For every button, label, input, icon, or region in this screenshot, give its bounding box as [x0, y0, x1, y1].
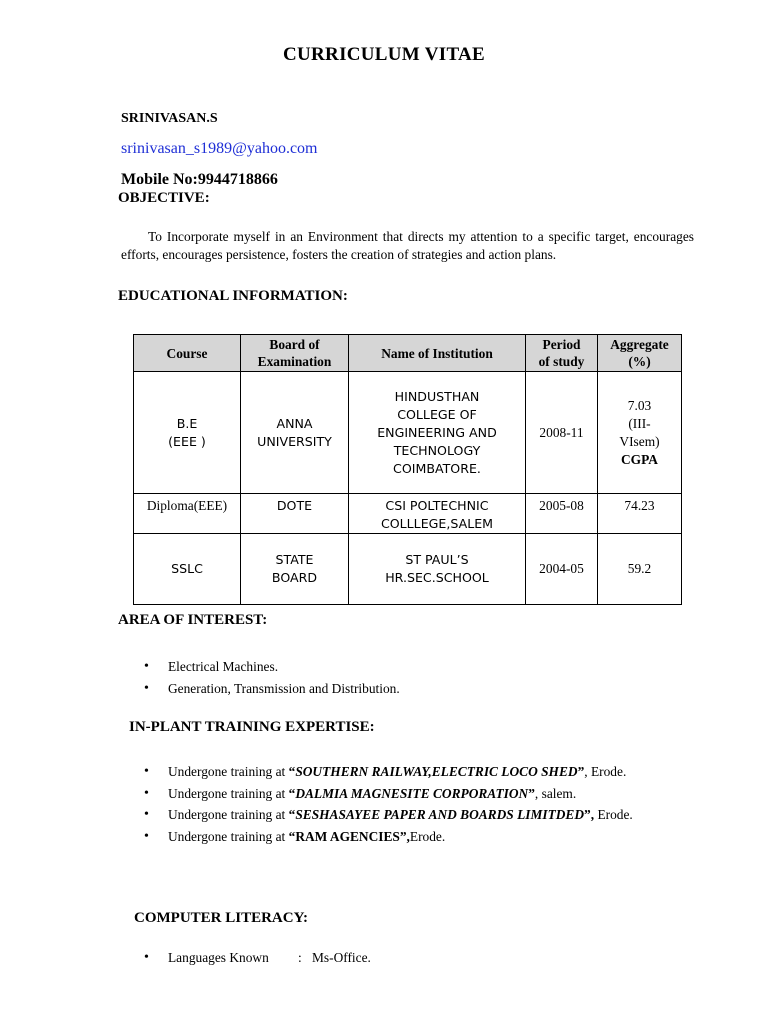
aggregate-line3: VIsem)	[619, 433, 660, 449]
institution-line5: COIMBATORE.	[393, 460, 481, 476]
header-board-line1: Board of	[269, 337, 320, 352]
header-aggregate-line1: Aggregate	[610, 337, 669, 352]
header-institution: Name of Institution	[349, 335, 526, 372]
cell-institution	[349, 372, 526, 494]
cell-aggregate: 59.2	[598, 534, 682, 605]
board-line2: BOARD	[271, 570, 318, 585]
header-period	[526, 335, 598, 372]
training-org: SESHASAYEE PAPER AND BOARDS LIMITDED	[295, 807, 585, 822]
quote-close: ”,	[399, 828, 410, 844]
institution-line2: COLLLEGE,SALEM	[380, 516, 494, 531]
list-item: • Electrical Machines.	[121, 656, 694, 678]
email-link[interactable]: srinivasan_s1989@yahoo.com	[121, 140, 318, 157]
list-item	[121, 761, 694, 783]
candidate-name: SRINIVASAN.S	[121, 111, 218, 126]
page-title: CURRICULUM VITAE	[282, 44, 486, 65]
training-prefix: Undergone training at	[168, 807, 289, 822]
course-line1: B.E	[176, 415, 198, 431]
cell-board	[241, 534, 349, 605]
education-table	[133, 334, 682, 605]
institution-line3: ENGINEERING AND	[377, 424, 497, 440]
cell-course: SSLC	[134, 534, 241, 605]
aggregate-line4: CGPA	[621, 451, 658, 467]
table-row	[134, 494, 682, 534]
cell-course	[134, 372, 241, 494]
table-row	[134, 534, 682, 605]
cell-board	[241, 372, 349, 494]
languages-label: Languages Known	[168, 950, 269, 965]
training-prefix: Undergone training at	[168, 785, 289, 801]
training-heading: IN-PLANT TRAINING EXPERTISE:	[129, 719, 375, 735]
cell-institution	[349, 534, 526, 605]
computer-heading: COMPUTER LITERACY:	[134, 910, 309, 926]
interest-heading: AREA OF INTEREST:	[118, 612, 268, 628]
institution-line2: COLLEGE OF	[397, 406, 477, 422]
training-location: Erode.	[409, 828, 446, 844]
languages-value: Ms-Office.	[312, 950, 371, 965]
header-period-line2: of study	[538, 354, 585, 369]
cell-period: 2008-11	[526, 372, 598, 494]
table-row	[134, 372, 682, 494]
computer-list	[121, 947, 694, 969]
institution-line1: HINDUSTHAN	[394, 388, 480, 404]
header-board	[241, 335, 349, 372]
objective-text: To Incorporate myself in an Environment that directs my attention to a specific target, encourages efforts, encourages persistence, fosters the creation of strategies and action plans.	[121, 229, 694, 262]
cell-course: Diploma(EEE)	[134, 494, 241, 534]
quote-close: ”	[528, 785, 535, 801]
list-item	[121, 947, 694, 969]
quote-open: “	[288, 764, 296, 779]
training-location: Erode.	[594, 807, 633, 822]
list-item	[121, 804, 694, 826]
cell-institution	[349, 494, 526, 534]
training-org: DALMIA MAGNESITE CORPORATION	[295, 785, 529, 801]
quote-open: “	[288, 785, 296, 801]
training-list	[121, 761, 694, 847]
course-line2: (EEE )	[168, 433, 206, 449]
board-line2: UNIVERSITY	[257, 433, 332, 449]
training-location: , salem.	[534, 785, 577, 801]
training-location: , Erode.	[584, 764, 627, 779]
table-header-row	[134, 335, 682, 372]
objective-heading: OBJECTIVE:	[118, 190, 210, 206]
education-heading: EDUCATIONAL INFORMATION:	[118, 288, 348, 304]
header-aggregate	[598, 335, 682, 372]
mobile-number: Mobile No:9944718866	[121, 171, 278, 188]
languages-separator: :	[298, 950, 302, 965]
institution-line1: CSI POLTECHNIC	[385, 498, 489, 513]
header-period-line1: Period	[542, 337, 581, 352]
header-aggregate-line2: (%)	[628, 354, 651, 369]
cell-board: DOTE	[241, 494, 349, 534]
quote-close: ”	[577, 764, 585, 779]
list-item	[121, 783, 694, 805]
training-prefix: Undergone training at	[168, 764, 289, 779]
training-org: SOUTHERN RAILWAY,ELECTRIC LOCO SHED	[295, 764, 578, 779]
training-prefix: Undergone training at	[168, 828, 289, 844]
cell-aggregate: 74.23	[598, 494, 682, 534]
interest-list	[121, 656, 694, 699]
cell-period: 2005-08	[526, 494, 598, 534]
header-board-line2: Examination	[257, 354, 332, 369]
aggregate-line1: 7.03	[627, 397, 652, 413]
quote-close: ”,	[584, 807, 595, 822]
training-org: RAM AGENCIES	[295, 828, 400, 844]
header-course: Course	[134, 335, 241, 372]
board-line1: STATE	[275, 552, 314, 567]
list-item: • Generation, Transmission and Distribution.	[121, 678, 694, 700]
aggregate-line2: (III-	[628, 415, 651, 431]
institution-line4: TECHNOLOGY	[393, 442, 481, 458]
quote-open: “	[288, 807, 296, 822]
quote-open: “	[288, 828, 296, 844]
board-line1: ANNA	[276, 415, 313, 431]
cell-aggregate	[598, 372, 682, 494]
list-item	[121, 826, 694, 848]
institution-line2: HR.SEC.SCHOOL	[385, 570, 489, 585]
cell-period: 2004-05	[526, 534, 598, 605]
institution-line1: ST PAUL’S	[405, 552, 469, 567]
